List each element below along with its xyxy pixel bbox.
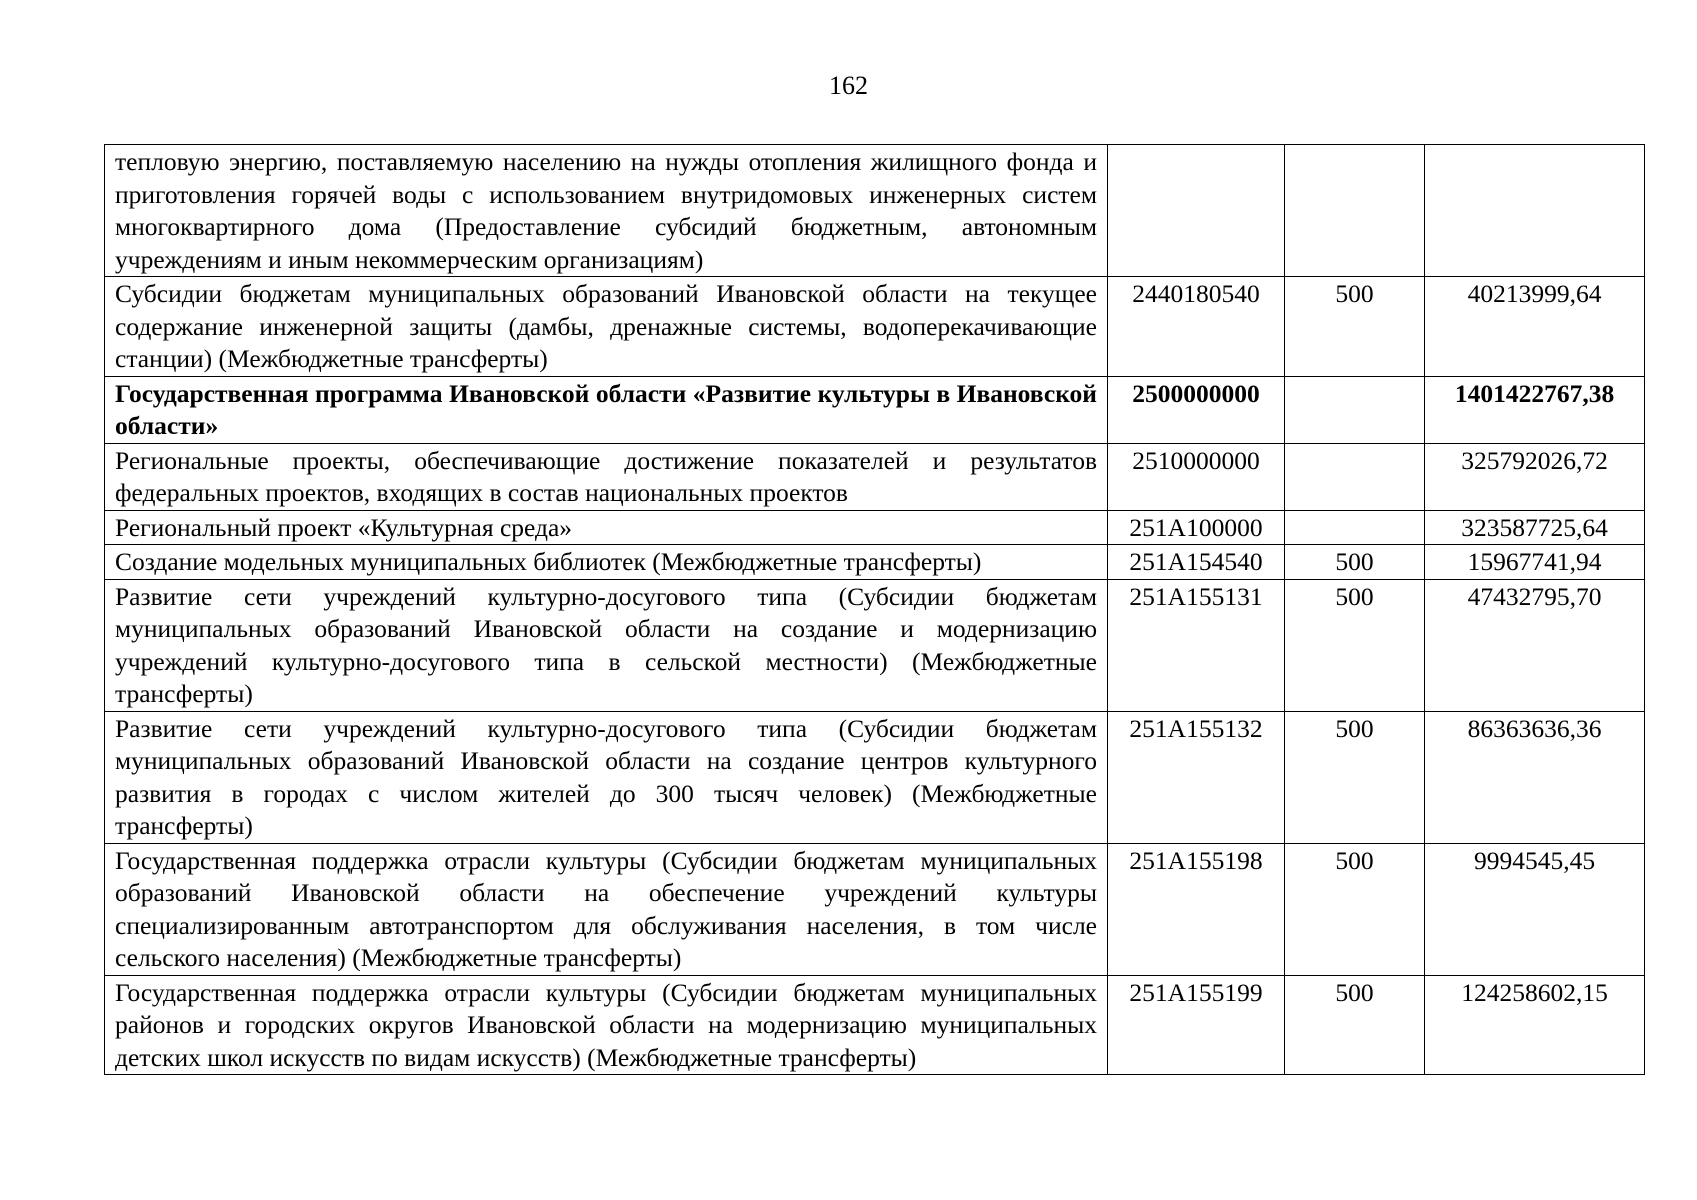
cell-expense-type: 500 [1285,711,1425,843]
cell-amount: 124258602,15 [1425,975,1645,1075]
cell-amount: 86363636,36 [1425,711,1645,843]
cell-code: 251A155198 [1108,843,1285,975]
table-row [105,376,1645,443]
cell-name: Развитие сети учреждений культурно-досугового типа (Субсидии бюджетам муниципальных образований Ивановской области на создание центров культурного развития в городах с числом жителей до 300 тысяч человек) (Межбюджетные трансферты) [105,711,1108,843]
cell-amount: 9994545,45 [1425,843,1645,975]
table-row [105,579,1645,711]
cell-amount: 40213999,64 [1425,277,1645,377]
cell-code: 251A154540 [1108,545,1285,580]
table-row [105,975,1645,1075]
cell-name: Региональные проекты, обеспечивающие достижение показателей и результатов федеральных проектов, входящих в состав национальных проектов [105,443,1108,510]
cell-name: Государственная поддержка отрасли культуры (Субсидии бюджетам муниципальных образований Ивановской области на обеспечение учреждений культуры специализированным автотранспортом для обслуживания населения, в том числе сельского населения) (Межбюджетные трансферты) [105,843,1108,975]
cell-name: Государственная программа Ивановской области «Развитие культуры в Ивановской области» [105,376,1108,443]
cell-name: Региональный проект «Культурная среда» [105,510,1108,545]
table-row [105,510,1645,545]
cell-expense-type [1285,145,1425,277]
table-row [105,145,1645,277]
page-number: 162 [829,71,868,100]
cell-amount: 47432795,70 [1425,579,1645,711]
cell-amount: 323587725,64 [1425,510,1645,545]
cell-expense-type: 500 [1285,545,1425,580]
cell-code: 251A100000 [1108,510,1285,545]
table-row [105,843,1645,975]
cell-amount [1425,145,1645,277]
cell-name: Развитие сети учреждений культурно-досугового типа (Субсидии бюджетам муниципальных образований Ивановской области на создание и модернизацию учреждений культурно-досугового типа в сельской местности) (Межбюджетные трансферты) [105,579,1108,711]
budget-table-body [105,145,1645,1075]
cell-name: Создание модельных муниципальных библиотек (Межбюджетные трансферты) [105,545,1108,580]
cell-name: Субсидии бюджетам муниципальных образований Ивановской области на текущее содержание инженерной защиты (дамбы, дренажные системы, водоперекачивающие станции) (Межбюджетные трансферты) [105,277,1108,377]
cell-expense-type [1285,443,1425,510]
cell-code [1108,145,1285,277]
cell-expense-type: 500 [1285,975,1425,1075]
table-row [105,711,1645,843]
cell-code: 251A155199 [1108,975,1285,1075]
cell-expense-type [1285,376,1425,443]
cell-code: 2500000000 [1108,376,1285,443]
cell-code: 2510000000 [1108,443,1285,510]
cell-expense-type: 500 [1285,843,1425,975]
table-row [105,545,1645,580]
table-row [105,277,1645,377]
cell-name: тепловую энергию, поставляемую населению на нужды отопления жилищного фонда и приготовления горячей воды с использованием внутридомовых инженерных систем многоквартирного дома (Предоставление субсидий бюджетным, автономным учреждениям и иным некоммерческим организациям) [105,145,1108,277]
cell-name: Государственная поддержка отрасли культуры (Субсидии бюджетам муниципальных районов и городских округов Ивановской области на модернизацию муниципальных детских школ искусств по видам искусств) (Межбюджетные трансферты) [105,975,1108,1075]
cell-amount: 325792026,72 [1425,443,1645,510]
cell-expense-type: 500 [1285,579,1425,711]
cell-code: 2440180540 [1108,277,1285,377]
cell-code: 251A155131 [1108,579,1285,711]
budget-table [104,144,1645,1075]
cell-code: 251A155132 [1108,711,1285,843]
cell-amount: 1401422767,38 [1425,376,1645,443]
table-row [105,443,1645,510]
cell-expense-type [1285,510,1425,545]
cell-expense-type: 500 [1285,277,1425,377]
cell-amount: 15967741,94 [1425,545,1645,580]
